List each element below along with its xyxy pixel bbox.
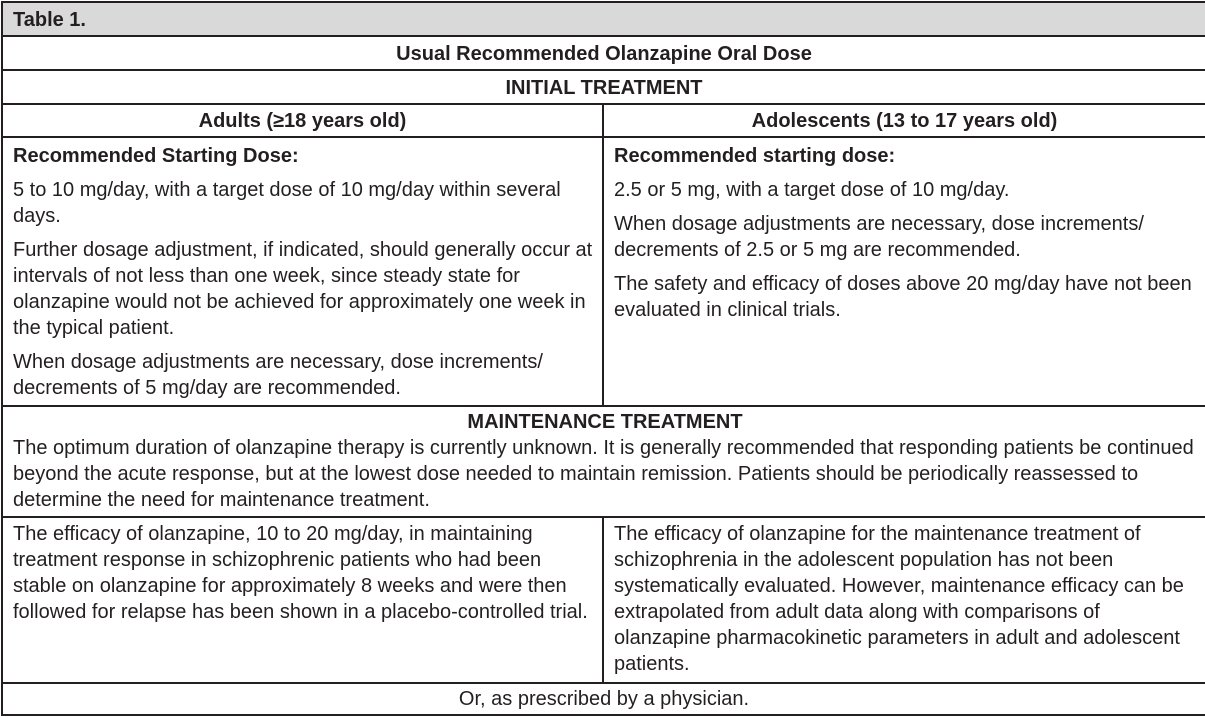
adults-initial-paragraph: 5 to 10 mg/day, with a target dose of 10 mg/day within several days. (13, 179, 561, 227)
column-header-row (2, 104, 1205, 137)
maintenance-treatment-heading: MAINTENANCE TREATMENT (467, 411, 743, 433)
adults-initial-paragraph: When dosage adjustments are necessary, dose increments/ decrements of 5 mg/day are recommended. (13, 351, 543, 399)
maintenance-detail-row (2, 517, 1205, 683)
table-footer-note: Or, as prescribed by a physician. (2, 683, 1205, 715)
adults-maintenance-cell (2, 517, 603, 683)
adults-initial-cell (2, 137, 603, 406)
adults-initial-paragraph: Further dosage adjustment, if indicated, should generally occur at intervals of not less than one week, since steady state for olanzapine would not be achieved for approximately one week in the typical patient. (13, 239, 593, 339)
adolescents-initial-paragraph: The safety and efficacy of doses above 20 mg/day have not been evaluated in clinical trials. (614, 273, 1192, 321)
adults-column-header: Adults (≥18 years old) (2, 104, 603, 137)
table-title: Usual Recommended Olanzapine Oral Dose (2, 36, 1205, 70)
adults-starting-dose-label: Recommended Starting Dose: (13, 145, 299, 167)
adolescents-initial-cell (603, 137, 1205, 406)
maintenance-cell (2, 406, 1205, 517)
table-caption: Table 1. (2, 2, 1205, 36)
footer-row (2, 683, 1205, 715)
caption-row (2, 2, 1205, 36)
adults-maintenance-paragraph: The efficacy of olanzapine, 10 to 20 mg/day, in maintaining treatment response in schizophrenic patients who had been stable on olanzapine for approximately 8 weeks and were then followed for relapse has been shown in a placebo-controlled trial. (13, 523, 588, 623)
maintenance-paragraph: The optimum duration of olanzapine therapy is currently unknown. It is generally recommended that responding patients be continued beyond the acute response, but at the lowest dose needed to maintain remission. Patients should be periodically reassessed to determine the need for maintenance treatment. (13, 437, 1194, 511)
initial-treatment-heading: INITIAL TREATMENT (2, 70, 1205, 104)
initial-heading-row (2, 70, 1205, 104)
title-row (2, 36, 1205, 70)
adolescents-starting-dose-label: Recommended starting dose: (614, 145, 896, 167)
adolescents-maintenance-cell (603, 517, 1205, 683)
adolescents-initial-paragraph: 2.5 or 5 mg, with a target dose of 10 mg/day. (614, 179, 1010, 201)
adolescents-maintenance-paragraph: The efficacy of olanzapine for the maintenance treatment of schizophrenia in the adolescent population has not been systematically evaluated. However, maintenance efficacy can be extrapolated from adult data along with comparisons of olanzapine pharmacokinetic parameters in adult and adolescent patients. (614, 523, 1184, 675)
adolescents-initial-paragraph: When dosage adjustments are necessary, dose increments/ decrements of 2.5 or 5 mg are recommended. (614, 213, 1144, 261)
dosage-table (1, 1, 1205, 716)
adolescents-column-header: Adolescents (13 to 17 years old) (603, 104, 1205, 137)
initial-dose-row (2, 137, 1205, 406)
maintenance-row (2, 406, 1205, 517)
